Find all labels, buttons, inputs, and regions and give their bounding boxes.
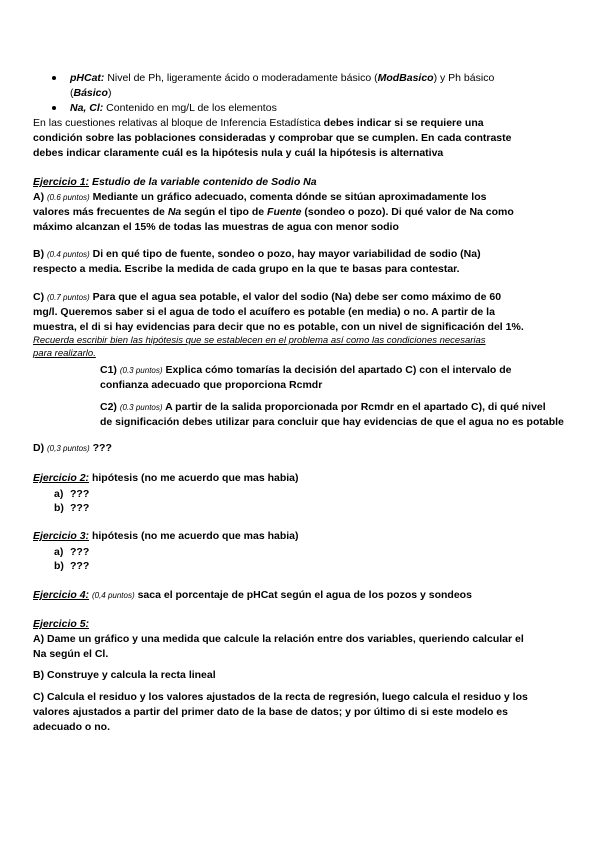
- ej5-c-line2: valores ajustados a partir del primer dato de la base de datos; y por último di si este modelo es: [33, 706, 508, 718]
- list-item: [54, 487, 89, 501]
- list-item-label: b): [54, 502, 64, 514]
- phcat-text: Nivel de Ph, ligeramente ácido o moderadamente básico (: [104, 72, 378, 84]
- ej4-title-label: Ejercicio 4:: [33, 589, 90, 601]
- ej1-a-label: A): [33, 191, 45, 203]
- ej1-title-rest: Estudio de la variable contenido de Sodio Na: [89, 176, 317, 188]
- ej1-a-na: Na: [167, 206, 182, 218]
- bullet-dot-icon: [52, 106, 56, 110]
- bullet-dot-icon: [52, 76, 56, 80]
- ej5-c-line1: C) Calcula el residuo y los valores ajustados de la recta de regresión, luego calcula el residuo y los: [33, 691, 528, 703]
- list-item-text: ???: [70, 502, 90, 514]
- intro-normal: En las cuestiones relativas al bloque de Inferencia Estadística: [33, 117, 324, 129]
- list-item-label: b): [54, 560, 64, 572]
- list-item-label: a): [54, 488, 64, 500]
- na-cl-text: Contenido en mg/L de los elementos: [103, 102, 277, 114]
- ej1-d: [33, 441, 553, 456]
- em-basico: Básico: [73, 87, 108, 99]
- ej1-c-line1: Para que el agua sea potable, el valor del sodio (Na) debe ser como máximo de 60: [89, 291, 502, 303]
- phcat-text-2: ) y Ph básico: [433, 72, 495, 84]
- ej1-d-points: (0,3 puntos): [47, 444, 90, 453]
- list-item-text: ???: [70, 560, 90, 572]
- term-phcat: pHCat:: [70, 72, 105, 84]
- ej1-b-line2: respecto a media. Escribe la medida de cada grupo en la que te basas para contestar.: [33, 263, 460, 275]
- ej2-title: [33, 471, 553, 486]
- ej2-list: [54, 487, 89, 515]
- ej5-b: [33, 668, 553, 683]
- ej4-points: (0,4 puntos): [91, 591, 135, 600]
- ej1-c1-line1: Explica cómo tomarías la decisión del apartado C) con el intervalo de: [162, 364, 512, 376]
- ej2-title-label: Ejercicio 2:: [33, 472, 90, 484]
- ej5-a-line1: A) Dame un gráfico y una medida que calcule la relación entre dos variables, queriendo calcular el: [33, 633, 524, 645]
- ej1-b: [33, 247, 553, 277]
- list-item: [54, 559, 89, 573]
- ej1-d-text: ???: [89, 442, 112, 454]
- ej5-c-line3: adecuado o no.: [33, 721, 111, 733]
- list-item: [54, 501, 89, 515]
- ej1-c: [33, 290, 553, 335]
- ej5-a-line2: Na según el Cl.: [33, 648, 109, 660]
- ej4-text: saca el porcentaje de pHCat según el agua de los pozos y sondeos: [134, 589, 472, 601]
- ej1-a-line2b: según el tipo de: [181, 206, 268, 218]
- paren-open: (: [70, 87, 74, 99]
- ej1-c-line2: mg/l. Queremos saber si el agua de todo el acuífero es potable (en media) o no. A partir de la: [33, 306, 495, 318]
- ej3-list: [54, 545, 89, 573]
- ej2-title-rest: hipótesis (no me acuerdo que mas habia): [89, 472, 299, 484]
- paren-close: ): [107, 87, 112, 99]
- ej1-c-label: C): [33, 291, 45, 303]
- list-item-text: ???: [70, 546, 90, 558]
- ej1-c2-line1: A partir de la salida proporcionada por Rcmdr en el apartado C), di qué nivel: [162, 401, 546, 413]
- intro-paragraph: [33, 116, 553, 161]
- ej1-c2-label: C2): [100, 401, 117, 413]
- ej1-c1-points: (0.3 puntos): [119, 366, 163, 375]
- ej1-a-line2c: (sondeo o pozo). Di qué valor de Na como: [301, 206, 514, 218]
- ej1-c-note-line1: Recuerda escribir bien las hipótesis que se establecen en el problema así como las condiciones necesarias: [33, 335, 486, 346]
- ej1-d-label: D): [33, 442, 45, 454]
- bullet-phcat: [52, 71, 552, 101]
- ej3-title: [33, 529, 553, 544]
- ej1-c1: [100, 363, 560, 393]
- ej1-c2: [100, 400, 570, 430]
- intro-bold-2: condición sobre las poblaciones consideradas y comprobar que se cumplen. En cada contraste: [33, 132, 512, 144]
- term-na-cl: Na, Cl:: [70, 102, 104, 114]
- ej1-a-line2a: valores más frecuentes de: [33, 206, 168, 218]
- ej1-a-points: (0.6 puntos): [47, 193, 90, 202]
- ej5-title: [33, 617, 553, 632]
- intro-bold-1: debes indicar si se requiere una: [323, 117, 484, 129]
- ej1-c2-line2: de significación debes utilizar para concluir que hay evidencias de que el agua no es potable: [100, 416, 564, 428]
- ej1-b-label: B): [33, 248, 45, 260]
- ej1-c-line3: muestra, el di si hay evidencias para decir que no es potable, con un nivel de significación del 1%.: [33, 321, 524, 333]
- ej5-b-text: B) Construye y calcula la recta lineal: [33, 669, 216, 681]
- list-item: [54, 545, 89, 559]
- list-item-text: ???: [70, 488, 90, 500]
- ej3-title-rest: hipótesis (no me acuerdo que mas habia): [89, 530, 299, 542]
- ej1-c2-points: (0.3 puntos): [119, 403, 163, 412]
- ej5-a: [33, 632, 553, 662]
- ej5-c: [33, 690, 553, 735]
- ej1-title: [33, 175, 553, 190]
- ej1-title-label: Ejercicio 1:: [33, 176, 90, 188]
- ej1-a: [33, 190, 553, 235]
- ej1-c-points: (0.7 puntos): [47, 293, 90, 302]
- em-modbasico: ModBasico: [377, 72, 434, 84]
- ej1-a-line3: máximo alcanzan el 15% de todas las muestras de agua con menor sodio: [33, 221, 399, 233]
- ej1-c1-label: C1): [100, 364, 117, 376]
- ej5-title-label: Ejercicio 5:: [33, 618, 90, 630]
- bullet-na-cl: [52, 101, 552, 116]
- ej1-a-line1: Mediante un gráfico adecuado, comenta dónde se sitúan aproximadamente los: [89, 191, 487, 203]
- ej1-c-note-line2: para realizarlo.: [33, 348, 96, 359]
- ej3-title-label: Ejercicio 3:: [33, 530, 90, 542]
- list-item-label: a): [54, 546, 64, 558]
- ej1-c1-line2: confianza adecuado que proporciona Rcmdr: [100, 379, 323, 391]
- ej1-b-line1: Di en qué tipo de fuente, sondeo o pozo, hay mayor variabilidad de sodio (Na): [89, 248, 481, 260]
- ej1-b-points: (0.4 puntos): [47, 250, 90, 259]
- intro-bold-3: debes indicar claramente cuál es la hipótesis nula y cuál la hipótesis is alternativa: [33, 147, 444, 159]
- ej1-a-fuente: Fuente: [267, 206, 302, 218]
- ej1-c-note: [33, 334, 553, 360]
- ej4: [33, 588, 553, 603]
